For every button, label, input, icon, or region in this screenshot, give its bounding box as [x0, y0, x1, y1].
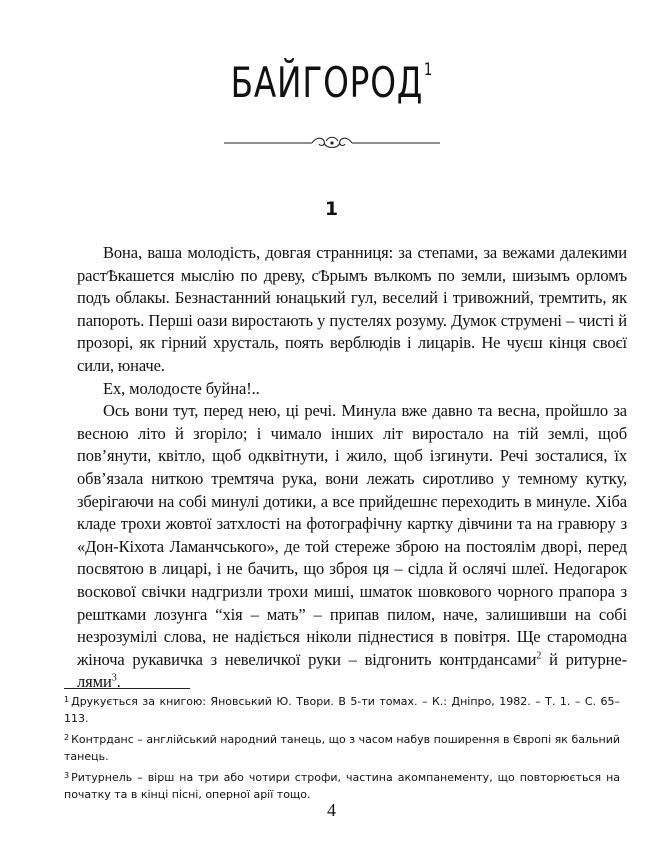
footnote: [64, 729, 620, 765]
footnote-mark: 3: [64, 771, 70, 780]
paragraph-text: й ритурне-лями: [77, 649, 627, 692]
paragraph: Ех, молодосте буйна!..: [103, 378, 260, 398]
paragraph-text: Ось вони тут, перед нею, ці речі. Минула вже давно та весна, пройшло за весною літо й згоріло; і чимало інших літ виростало на тій землі, щоб пов’янути, квітло, щоб одквітнути, і жило, щоб ізгинути. Речі зосталися, їх обв’язала ниткою тремтяча рука, вони лежать сиротливо у темному кутку, зберігаючи на собі минулі дотики, а все прийдешнє переходить в минуле. Хіба кладе трохи жовтої затхлості на фотографічну картку дівчини та на гравюру з «Дон-Кіхота Ламанчського», де той стереже зброю на постоялім дворі, перед посвятою в лицарі, і не бачить, що зброя ця – сідла й ослячі шлеї. Недогарок воскової свічки надгризли трохи миші, шматок шовкового чорного прапора з рештками лозунга “хія – мать” – припав пилом, наче, залишивши на собі незрозумілі слова, не надіється ніколи піднестися в повітря. Ще старомодна жіноча рукавичка з невеличкої руки – відгонить контрдансами: [77, 401, 627, 669]
footnotes: [64, 691, 620, 805]
title-footnote-mark: 1: [423, 60, 433, 80]
footnote-mark: 1: [64, 695, 70, 704]
footnote: [64, 767, 620, 803]
main-text: [77, 242, 627, 694]
footnote-divider: [64, 688, 190, 689]
footnote-ref[interactable]: 3: [111, 672, 117, 684]
page-title: [73, 58, 590, 107]
footnote-text: Ритурнель – вірш на три або чотири строфи, частина акомпанементу, що повторюється на початку та в кінці пісні, оперної арії тощо.: [64, 771, 620, 801]
paragraph: Вона, ваша молодість, довгая странниця: за степами, за вежами далекими растѢкашется мыслію по древу, сѢрымъ вълкомъ по земли, шизымъ орломъ подъ облакы. Безнастанний юнацький гул, веселий і тривожний, тремтить, як папороть. Перші оази виростають у пустелях розуму. Думок струмені – чисті й прозорі, як гірний хрусталь, поять верблюдів і лицарів. Не чуєш кінця своєї сили, юначе.: [77, 243, 627, 375]
footnote-ref[interactable]: 2: [536, 650, 542, 662]
footnote-text: Друкується за книгою: Яновський Ю. Твори. В 5-ти томах. – К.: Дніпро, 1982. – Т. 1. – С. 65–113.: [64, 695, 620, 725]
flourish-divider-icon: [224, 134, 440, 152]
page-number: 4: [327, 800, 336, 820]
chapter-number: 1: [324, 198, 339, 220]
footnote: [64, 691, 620, 727]
footnote-text: Контрданс – англійський народний танець, що з часом набув поширення в Європі як бальний танець.: [64, 733, 620, 763]
paragraph: [77, 400, 627, 694]
footnote-mark: 2: [64, 733, 70, 742]
title-text: БАЙГОРОД: [230, 58, 424, 107]
paragraph-text: .: [116, 672, 121, 692]
